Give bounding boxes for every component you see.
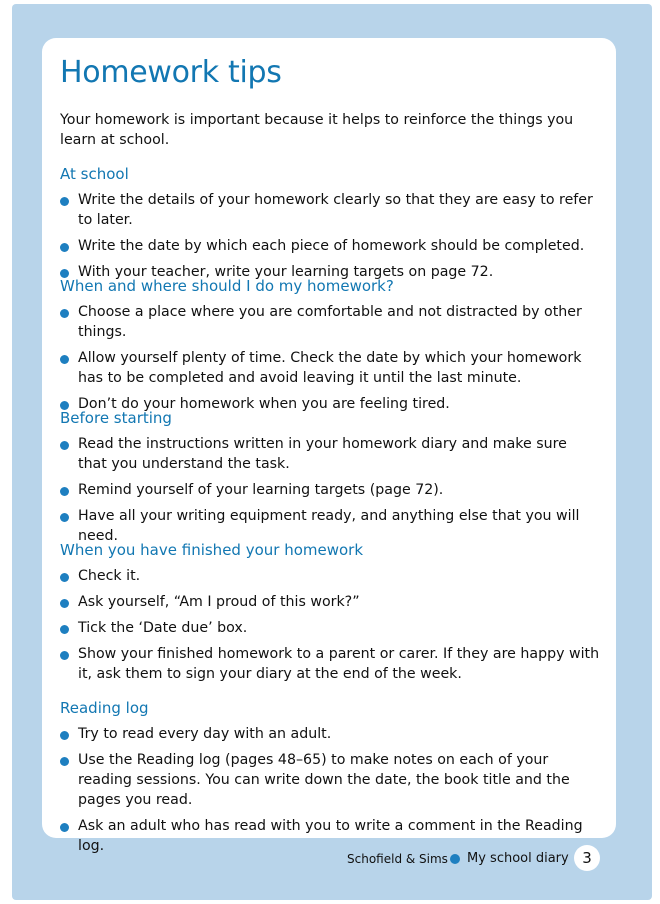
list-item bbox=[60, 750, 600, 810]
page-title: Homework tips bbox=[60, 55, 282, 90]
content-card bbox=[42, 38, 616, 854]
list-item-text: Have all your writing equipment ready, and anything else that you will need. bbox=[78, 508, 580, 544]
list-item-text: Ask yourself, “Am I proud of this work?” bbox=[78, 594, 360, 610]
list-item bbox=[60, 434, 600, 474]
section-heading-when-and-where: When and where should I do my homework? bbox=[60, 277, 394, 295]
list-item bbox=[60, 236, 600, 256]
bullet-dot-icon bbox=[60, 651, 69, 660]
list-item-text: Write the details of your homework clearly so that they are easy to refer to later. bbox=[78, 192, 593, 228]
list-item-text: Check it. bbox=[78, 568, 141, 584]
bullet-dot-icon bbox=[60, 599, 69, 608]
list-item bbox=[60, 480, 600, 500]
list-item-text: Don’t do your homework when you are feeling tired. bbox=[78, 396, 450, 412]
bullet-dot-icon bbox=[60, 355, 69, 364]
list-item-text: Choose a place where you are comfortable and not distracted by other things. bbox=[78, 304, 582, 340]
section-heading-at-school: At school bbox=[60, 165, 129, 183]
list-item-text: Remind yourself of your learning targets (page 72). bbox=[78, 482, 444, 498]
reading-log-list bbox=[60, 724, 600, 856]
when-finished-list bbox=[60, 566, 600, 684]
when-and-where-list bbox=[60, 302, 600, 414]
page-number: 3 bbox=[574, 845, 600, 871]
list-item-text: Ask an adult who has read with you to write a comment in the Reading log. bbox=[78, 818, 583, 854]
section-heading-when-finished: When you have finished your homework bbox=[60, 541, 364, 559]
bullet-dot-icon bbox=[60, 731, 69, 740]
list-item-text: Tick the ‘Date due’ box. bbox=[78, 620, 248, 636]
list-item-text: With your teacher, write your learning targets on page 72. bbox=[78, 264, 494, 280]
bullet-dot-icon bbox=[60, 197, 69, 206]
bullet-dot-icon bbox=[60, 309, 69, 318]
footer-dot-icon bbox=[450, 854, 460, 864]
list-item bbox=[60, 592, 600, 612]
intro-paragraph: Your homework is important because it helps to reinforce the things you learn at school. bbox=[60, 112, 574, 148]
list-item bbox=[60, 618, 600, 638]
bullet-dot-icon bbox=[60, 757, 69, 766]
list-item bbox=[60, 302, 600, 342]
bullet-dot-icon bbox=[60, 573, 69, 582]
list-item-text: Try to read every day with an adult. bbox=[78, 726, 332, 742]
section-heading-before-starting: Before starting bbox=[60, 409, 172, 427]
list-item bbox=[60, 724, 600, 744]
list-item-text: Write the date by which each piece of homework should be completed. bbox=[78, 238, 585, 254]
list-item-text: Use the Reading log (pages 48–65) to make notes on each of your reading sessions. You can write down the date, the book title and the pages you read. bbox=[78, 752, 570, 808]
bullet-dot-icon bbox=[60, 441, 69, 450]
bullet-dot-icon bbox=[60, 243, 69, 252]
section-heading-reading-log: Reading log bbox=[60, 699, 149, 717]
list-item bbox=[60, 348, 600, 388]
list-item bbox=[60, 644, 600, 684]
before-starting-list bbox=[60, 434, 600, 546]
bullet-dot-icon bbox=[60, 487, 69, 496]
list-item-text: Allow yourself plenty of time. Check the date by which your homework has to be completed and avoid leaving it until the last minute. bbox=[78, 350, 582, 386]
bullet-dot-icon bbox=[60, 625, 69, 634]
list-item-text: Show your finished homework to a parent or carer. If they are happy with it, ask them to sign your diary at the end of the week. bbox=[78, 646, 600, 682]
footer-book-title: My school diary bbox=[467, 851, 569, 866]
footer-publisher: Schofield & Sims bbox=[347, 852, 448, 866]
list-item-text: Read the instructions written in your homework diary and make sure that you understand the task. bbox=[78, 436, 567, 472]
bullet-dot-icon bbox=[60, 823, 69, 832]
page-frame bbox=[12, 4, 652, 900]
bullet-dot-icon bbox=[60, 513, 69, 522]
list-item bbox=[60, 566, 600, 586]
at-school-list bbox=[60, 190, 600, 282]
list-item bbox=[60, 190, 600, 230]
